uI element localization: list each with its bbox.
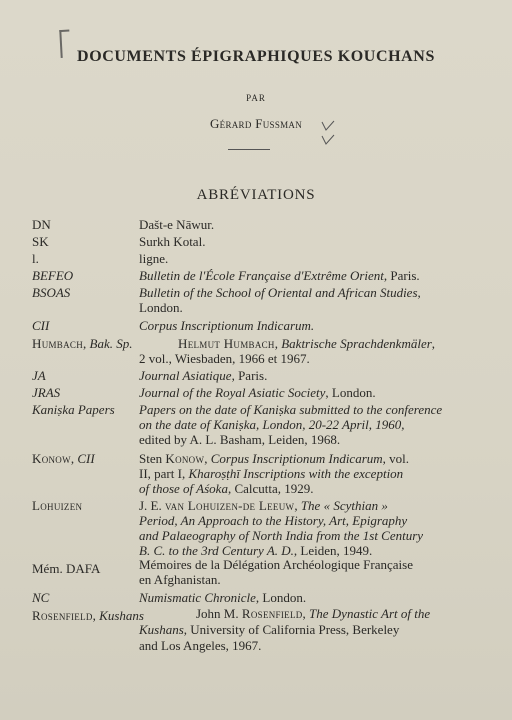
entry-abbr: SK [32, 234, 49, 249]
entry-definition-line: Kushans, University of California Press, Berkeley [139, 622, 400, 637]
entry-abbr: JRAS [32, 385, 61, 400]
entry-abbr: BEFEO [32, 268, 74, 283]
entry-definition-line: 2 vol., Wiesbaden, 1966 et 1967. [139, 351, 310, 366]
entry-abbr: JA [32, 368, 46, 383]
page-title: DOCUMENTS ÉPIGRAPHIQUES KOUCHANS [77, 48, 435, 65]
entry-definition-line: B. C. to the 3rd Century A. D., Leiden, 1949. [139, 543, 373, 558]
entry-definition-line: and Palaeography of North India from the 1st Century [139, 528, 424, 543]
entry-definition: Helmut Humbach, Baktrische Sprachdenkmäler, [178, 336, 436, 351]
entry-definition-line: London. [139, 300, 183, 315]
entry-definition: Journal of the Royal Asiatic Society, London. [139, 385, 376, 400]
entry-abbr: Lohuizen [32, 498, 83, 513]
entry-definition: J. E. van Lohuizen-de Leeuw, The « Scythian » [139, 498, 388, 513]
entry-abbr: Konow, CII [32, 451, 95, 466]
author-name: Gérard Fussman [209, 116, 303, 131]
entry-abbr: Kaniṣka Papers [32, 402, 115, 417]
entry-definition: Dašt-e Nāwur. [139, 217, 215, 232]
entry-abbr: Humbach, Bak. Sp. [32, 336, 133, 351]
entry-definition: Sten Konow, Corpus Inscriptionum Indicarum, vol. [139, 451, 410, 466]
entry-abbr: NC [32, 590, 50, 605]
entry-definition: Surkh Kotal. [139, 234, 206, 249]
entry-definition-line: and Los Angeles, 1967. [139, 638, 262, 653]
entry-abbr: DN [32, 217, 51, 232]
entry-definition-line: II, part I, Kharoṣṭhī Inscriptions with the exception [139, 466, 404, 481]
entry-definition: Papers on the date of Kaniṣka submitted to the conference [139, 402, 443, 417]
entry-definition: John M. Rosenfield, The Dynastic Art of the [196, 606, 431, 621]
par-label: PAR [246, 93, 266, 103]
entry-definition-line: edited by A. L. Basham, Leiden, 1968. [139, 432, 341, 447]
entry-abbr: CII [32, 318, 50, 333]
entry-definition-line: of those of Aśoka, Calcutta, 1929. [139, 481, 314, 496]
entry-definition: Corpus Inscriptionum Indicarum. [139, 318, 315, 333]
entry-definition: Mémoires de la Délégation Archéologique Française [139, 557, 413, 572]
entry-abbr: Rosenfield, Kushans [32, 608, 144, 623]
entry-definition-line: en Afghanistan. [139, 572, 221, 587]
entry-definition: ligne. [139, 251, 169, 266]
entry-abbr: BSOAS [32, 285, 71, 300]
entry-definition: Journal Asiatique, Paris. [139, 368, 268, 383]
section-title: ABRÉVIATIONS [196, 187, 316, 203]
entry-definition: Bulletin of the School of Oriental and African Studies, [139, 285, 421, 300]
entry-definition-line: on the date of Kaniṣka, London, 20-22 April, 1960, [139, 417, 405, 432]
entry-definition: Numismatic Chronicle, London. [139, 590, 307, 605]
entry-definition: Bulletin de l'École Française d'Extrême Orient, Paris. [139, 268, 420, 283]
entry-abbr: l. [32, 251, 39, 266]
entry-definition-line: Period, An Approach to the History, Art, Epigraphy [139, 513, 408, 528]
entry-abbr: Mém. DAFA [32, 561, 101, 576]
